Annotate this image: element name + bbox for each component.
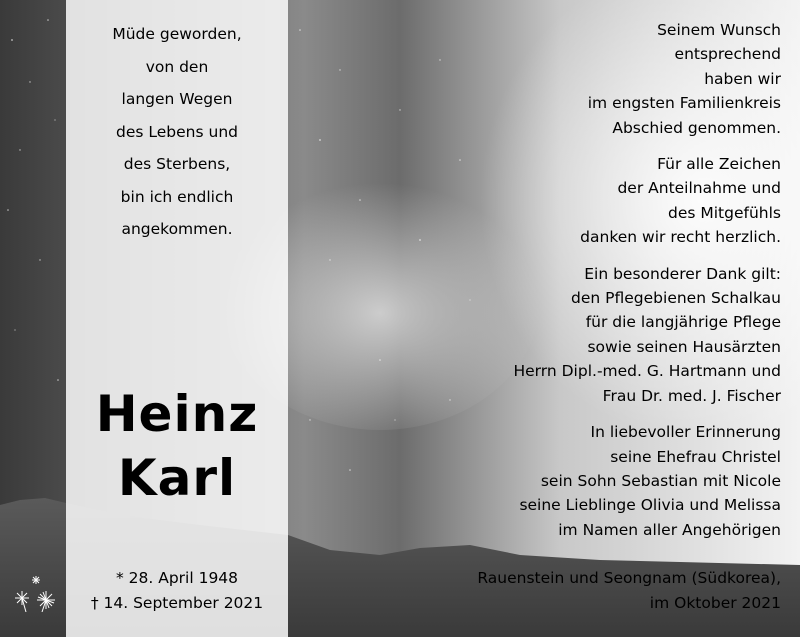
place-line: Rauenstein und Seongnam (Südkorea),: [477, 569, 781, 587]
text-line: im engsten Familienkreis: [587, 94, 781, 113]
text-line: Abschied genommen.: [612, 118, 781, 137]
life-dates: [66, 566, 288, 616]
text-line: danken wir recht herzlich.: [580, 228, 781, 247]
text-line: sowie seinen Hausärzten: [587, 337, 781, 356]
dandelion-flowers-icon: [8, 572, 66, 612]
text-line: Herrn Dipl.-med. G. Hartmann und: [513, 362, 781, 381]
text-line: der Anteilnahme und: [617, 179, 781, 198]
poem: [66, 18, 288, 246]
family-paragraph: [361, 420, 781, 542]
poem-line: des Sterbens,: [123, 155, 231, 173]
text-line: seine Lieblinge Olivia und Melissa: [519, 496, 781, 515]
poem-line: angekommen.: [121, 220, 233, 238]
text-line: Frau Dr. med. J. Fischer: [602, 386, 781, 405]
text-line: des Mitgefühls: [668, 203, 781, 222]
poem-line: langen Wegen: [121, 90, 233, 108]
text-line: haben wir: [704, 69, 781, 88]
text-line: Seinem Wunsch: [657, 21, 781, 39]
special-thanks-paragraph: [361, 262, 781, 408]
thanks-paragraph: [361, 152, 781, 250]
text-line: entsprechend: [674, 45, 781, 64]
text-line: In liebevoller Erinnerung: [590, 423, 781, 442]
deceased-name: [66, 382, 288, 510]
poem-line: von den: [145, 57, 209, 76]
text-line: Für alle Zeichen: [657, 155, 781, 174]
death-date: † 14. September 2021: [90, 594, 264, 612]
poem-line: Müde geworden,: [112, 25, 242, 43]
text-line: Ein besonderer Dank gilt:: [584, 264, 781, 283]
text-line: seine Ehefrau Christel: [610, 447, 781, 466]
birth-date: * 28. April 1948: [115, 569, 239, 587]
first-name: Heinz: [95, 385, 259, 443]
wish-paragraph: [361, 18, 781, 140]
text-line: für die langjährige Pflege: [585, 313, 781, 332]
poem-line: bin ich endlich: [120, 187, 234, 206]
date-line: im Oktober 2021: [649, 594, 781, 612]
poem-line: des Lebens und: [116, 122, 238, 141]
last-name: Karl: [117, 449, 237, 507]
place-and-date: [477, 566, 781, 616]
right-text-column: [361, 18, 781, 554]
text-line: sein Sohn Sebastian mit Nicole: [540, 471, 781, 490]
text-line: den Pflegebienen Schalkau: [571, 289, 781, 308]
text-line: im Namen aller Angehörigen: [558, 520, 781, 539]
